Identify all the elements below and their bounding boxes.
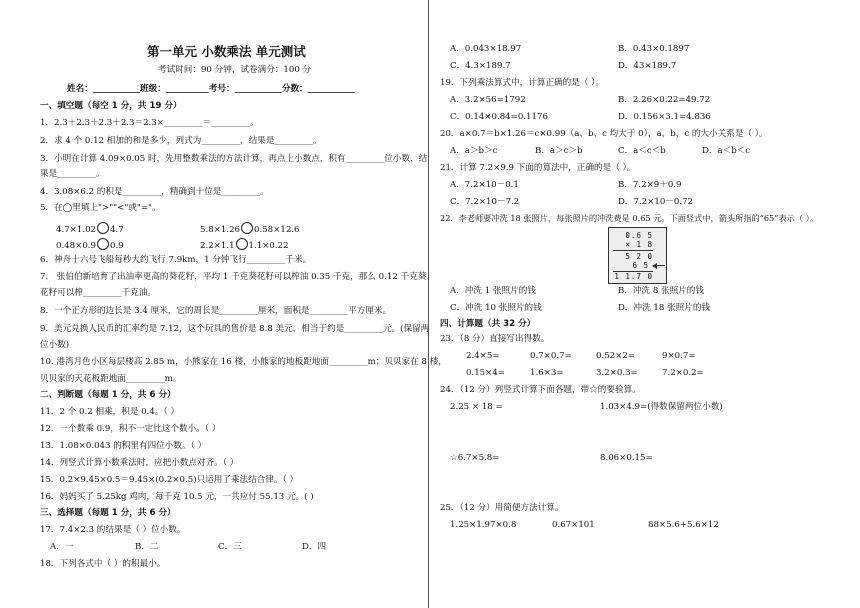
option-c: C．4.3×189.7	[450, 61, 511, 71]
direct-calc-item: 7.2×0.2=	[662, 368, 704, 378]
question-7: 7． 张伯伯新培育了出油率更高的葵花籽，平均 1 千克葵花籽可以榨油 0.35 千克，那么 0.12 千克葵	[40, 272, 427, 282]
direct-calc-item: 3.2×0.3=	[596, 368, 638, 378]
simplify-calc-item: 1.25×1.97×0.8	[450, 520, 517, 530]
option-b: B．二	[135, 542, 159, 552]
section-true-false: 二、判断题（每题 1 分，共 6 分）	[40, 390, 176, 400]
section-calculation: 四、计算题（共 32 分）	[440, 319, 536, 329]
figure-line: 0.6 5	[625, 231, 653, 240]
question-13: 13．1.08×0.043 的积里有四位小数。（ ）	[40, 441, 207, 451]
option-c: C．7.2×10－7.2	[450, 197, 520, 207]
figure-line: 1 1.7 0	[614, 272, 653, 281]
vertical-calc-item: ☆6.7×5.8=	[450, 453, 500, 463]
question-6: 6．神舟十六号飞船每秒大约飞行 7.9km，1 分钟飞行_________千米。	[40, 255, 312, 265]
option-a: A．7.2×10－0.1	[450, 180, 519, 190]
direct-calc-item: 0.15×4=	[466, 368, 506, 378]
option-d: D．7.2×10－0.72	[618, 197, 694, 207]
question-3-cont: 果是_________。	[40, 169, 105, 179]
question-24: 24．（12 分）列竖式计算下面各题，带☆的要验算。	[440, 385, 641, 395]
simplify-calc-item: 0.67×101	[552, 520, 595, 530]
question-12: 12．一个数乘 0.9，积不一定比这个数小。（ ）	[40, 424, 221, 434]
compare-circle[interactable]	[241, 222, 253, 234]
direct-calc-item: 0.7×0.7=	[530, 351, 572, 361]
question-19: 19．下列乘法算式中，计算正确的是（ ）。	[440, 78, 605, 88]
vertical-calc-item: 1.03×4.9=(得数保留两位小数)	[600, 402, 723, 412]
option-d: D．0.156×3.1=4.836	[618, 112, 711, 122]
simplify-calc-item: 88×5.6+5.6×12	[648, 520, 719, 530]
question-3: 3．小明在计算 4.09×0.05 时，先用整数乘法的方法计算，再点上小数点，积有_________位小数，结	[40, 154, 428, 164]
option-b: B．冲洗 8 张照片的钱	[618, 286, 704, 296]
question-25: 25．（12 分）用简便方法计算。	[440, 503, 564, 513]
question-7-cont: 花籽可以榨_________千克油。	[40, 288, 157, 298]
question-21: 21．计算 7.2×9.9 下面的算法中，正确的是（ ）。	[440, 163, 636, 173]
question-18: 18．下列各式中（ ）的积最小。	[40, 559, 166, 569]
option-a: A．一	[50, 542, 74, 552]
question-20: 20．a×0.7＝b×1.26＝c×0.99（a、b、c 均大于 0），a，b，c 的大小关系是（ ）。	[440, 129, 768, 139]
option-c: C．0.14×0.84=0.1176	[450, 112, 548, 122]
question-2: 2．求 4 个 0.12 相加的和是多少，列式为_________，结果是_________。	[40, 136, 322, 146]
question-1: 1．2.3＋2.3＋2.3＋2.3＝2.3×_________＝_________。	[40, 118, 259, 128]
option-b: B．7.2×9＋0.9	[618, 180, 682, 190]
arrow-left-icon	[653, 265, 665, 266]
section-choice: 三、选择题（每题 1 分，共 6 分）	[40, 508, 176, 518]
figure-line: 6 5	[632, 261, 649, 270]
option-b: B．2.26×0.22=49.72	[618, 95, 711, 105]
vertical-calc-item: 2.25 × 18 =	[450, 402, 503, 412]
option-d: D．43×189.7	[618, 61, 677, 71]
compare-circle[interactable]	[236, 238, 248, 250]
question-11: 11．2 个 0.2 相乘，积是 0.4。（ ）	[40, 407, 180, 417]
option-a: A．a＞b＞c	[450, 146, 498, 156]
question-9-cont: 位小数)	[40, 340, 70, 350]
option-c: C．冲洗 10 张照片的钱	[450, 303, 542, 313]
figure-line: × 1 8	[625, 240, 653, 249]
compare-row: 4.7×1.02 4.7	[56, 222, 124, 236]
option-b: B．0.43×0.1897	[618, 44, 690, 54]
figure-rule	[613, 250, 653, 251]
option-d: D．a＜b＜c	[702, 146, 751, 156]
section-fill-in: 一、填空题（每空 1 分，共 19 分）	[40, 101, 182, 111]
compare-circle[interactable]	[97, 222, 109, 234]
compare-row: 2.2×1.1 1.1×0.22	[200, 238, 289, 252]
direct-calc-item: 9×0.7=	[662, 351, 696, 361]
direct-calc-item: 2.4×5=	[466, 351, 500, 361]
question-23: 23．（8 分）直接写出得数。	[440, 334, 550, 344]
option-c: C．a＜c＜b	[618, 146, 666, 156]
question-9: 9．美元兑换人民币的汇率约是 7.12，这个玩具的售价是 8.8 美元，相当于约是_________元。(保留两	[40, 324, 430, 334]
direct-calc-item: 1.6×3=	[530, 368, 564, 378]
figure-line: 5 2 0	[625, 252, 653, 261]
question-15: 15．0.2×9.45×0.5＝9.45×(0.2×0.5)只运用了乘法结合律。（ ）	[40, 475, 299, 485]
option-d: D．冲洗 18 张照片的钱	[618, 303, 711, 313]
vertical-multiplication-figure	[608, 227, 667, 284]
question-10-cont: 贝贝家的天花板距地面_________m。	[40, 374, 182, 384]
exam-subtitle: 考试时间：90 分钟，试卷满分：100 分	[158, 65, 312, 75]
question-17: 17．7.4×2.3 的结果是（ ）位小数。	[40, 525, 186, 535]
compare-row: 0.48×0.9 0.9	[56, 238, 124, 252]
question-8: 8．一个正方形的边长是 3.4 厘米，它的周长是_________厘米，面积是_________平方厘米。	[40, 306, 392, 316]
question-10: 10. 港湾月色小区每层楼高 2.85 m，小熊家在 16 楼，小熊家的地板距地面_________m；贝贝家在 8 楼，	[40, 357, 447, 367]
question-22: 22．李老师要冲洗 18 张照片，每张照片的冲洗费是 0.65 元。下面竖式中，箭头所指的“65”表示（ ）。	[440, 213, 818, 223]
question-14: 14．列竖式计算小数乘法时，应把小数点对齐。（ ）	[40, 458, 239, 468]
option-b: B．a＞c＞b	[535, 146, 583, 156]
option-a: A．3.2×56=1792	[450, 95, 526, 105]
question-16: 16．妈妈买了 5.25kg 鸡肉，每千克 10.5 元，一共应付 55.13 元。( )	[40, 492, 314, 502]
compare-row: 5.8×1.26 0.58×12.6	[200, 222, 300, 236]
question-4: 4．3.08×6.2 的积是_________，精确到十位是_________。	[40, 187, 269, 197]
compare-circle[interactable]	[97, 238, 109, 250]
option-a: A．冲洗 1 张照片的钱	[450, 286, 536, 296]
direct-calc-item: 0.52×2=	[596, 351, 636, 361]
option-d: D．四	[302, 542, 327, 552]
student-info-line: 姓名：___________班级：__________考号：___________分数：___________	[67, 84, 355, 94]
option-c: C．三	[218, 542, 242, 552]
option-a: A．0.043×18.97	[450, 44, 522, 54]
column-divider	[428, 0, 429, 608]
vertical-calc-item: 8.06×0.15=	[600, 453, 653, 463]
question-5: 5．在◯里填上">""<"或"="。	[40, 203, 161, 213]
page-title: 第一单元 小数乘法 单元测试	[147, 44, 306, 59]
